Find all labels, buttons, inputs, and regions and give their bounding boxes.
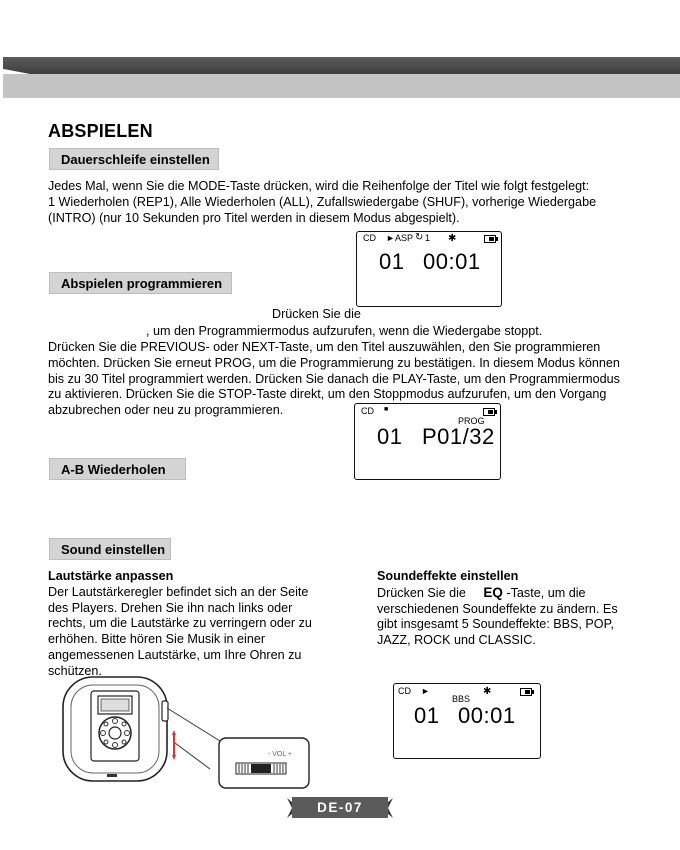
- lcd-repeat-mark: 1: [425, 233, 431, 243]
- lcd-indicators: ASP: [395, 233, 414, 243]
- program-line: Drücken Sie die: [272, 307, 361, 321]
- lcd-track: 01: [414, 703, 440, 728]
- lcd-source: CD: [361, 406, 374, 416]
- lcd-track: 01: [379, 249, 405, 274]
- lcd-prog-number: P01/32: [422, 424, 495, 449]
- effects-line: verschiedenen Soundeffekte zu ändern. Es: [377, 601, 618, 616]
- program-line: , um den Programmiermodus aufzurufen, wenn die Wiedergabe stoppt.: [146, 324, 543, 338]
- eq-key: EQ: [483, 584, 503, 600]
- repeat-line: 1 Wiederholen (REP1), Alle Wiederholen (ALL), Zufallswiedergabe (SHUF), vorherige Wiedergabe: [48, 194, 597, 209]
- program-line: Drücken Sie die PREVIOUS- oder NEXT-Taste, um den Titel auszuwählen, den Sie programmieren: [48, 340, 601, 354]
- page-number: DE-07: [292, 797, 388, 818]
- effects-block: [377, 569, 618, 649]
- page-title: ABSPIELEN: [48, 121, 153, 141]
- battery-icon: [484, 235, 496, 243]
- volume-line: des Players. Drehen Sie ihn nach links oder: [48, 600, 293, 615]
- bluetooth-icon: ✱: [483, 686, 492, 697]
- repeat-line: (INTRO) (nur 10 Sekunden pro Titel werden in diesem Modus abgespielt).: [48, 210, 460, 225]
- section-heading-sound: Sound einstellen: [49, 538, 171, 560]
- lcd-display-repeat: [356, 231, 502, 307]
- battery-icon: [483, 408, 495, 416]
- lcd-source: CD: [398, 686, 411, 696]
- volume-block: [48, 569, 312, 680]
- section-heading-repeat: Dauerschleife einstellen: [49, 148, 219, 170]
- player-illustration: [55, 675, 320, 793]
- repeat-text: [48, 179, 596, 226]
- lcd-prog-tag: PROG: [458, 416, 485, 426]
- volume-line: rechts, um die Lautstärke zu verringern oder zu: [48, 616, 312, 631]
- stop-icon: ■: [384, 406, 389, 413]
- volume-subheading: Lautstärke anpassen: [48, 569, 174, 583]
- effects-line: gibt insgesamt 5 Soundeffekte: BBS, POP,: [377, 617, 614, 632]
- lcd-display-program: [354, 403, 501, 480]
- lcd-display-effects: [393, 683, 541, 759]
- effects-line: JAZZ, ROCK und CLASSIC.: [377, 633, 536, 648]
- header-band-dark: [3, 57, 680, 74]
- play-icon: ►: [386, 233, 395, 243]
- effects-line1-pre: Drücken Sie die: [377, 585, 466, 600]
- program-line: bis zu 30 Titel programmiert werden. Drücken Sie danach die PLAY-Taste, um den Programmiermodus: [48, 371, 620, 386]
- volume-line: angemessenen Lautstärke, um Ihre Ohren zu: [48, 647, 302, 662]
- program-line: abzubrechen oder neu zu programmieren.: [48, 403, 284, 418]
- program-text: [48, 340, 620, 419]
- effects-line: [377, 585, 618, 602]
- vol-label: - VOL +: [267, 751, 293, 758]
- repeat-line: Jedes Mal, wenn Sie die MODE-Taste drücken, wird die Reihenfolge der Titel wie folgt festgelegt:: [48, 179, 590, 193]
- effects-line1-post: -Taste, um die: [506, 585, 586, 600]
- lcd-track: 01: [377, 424, 403, 449]
- volume-line: Der Lautstärkeregler befindet sich an der Seite: [48, 584, 309, 599]
- effects-subheading: Soundeffekte einstellen: [377, 569, 519, 583]
- battery-icon: [520, 688, 532, 696]
- section-heading-program: Abspielen programmieren: [49, 272, 232, 294]
- repeat-icon: ↻: [415, 232, 424, 243]
- header-band-light: [3, 74, 680, 98]
- section-heading-ab-repeat: A-B Wiederholen: [49, 458, 186, 480]
- bluetooth-icon: ✱: [448, 233, 457, 244]
- play-icon: ►: [421, 686, 430, 696]
- program-line: möchten. Drücken Sie erneut PROG, um die Programmierung zu bestätigen. In diesem Modus können: [48, 355, 620, 370]
- program-line: zu aktivieren. Drücken Sie die STOP-Taste direkt, um den Stoppmodus aufzurufen, um den Vorgang: [48, 387, 607, 402]
- lcd-eq: BBS: [452, 694, 471, 704]
- lcd-time: 00:01: [423, 249, 481, 274]
- lcd-time: 00:01: [458, 703, 516, 728]
- volume-line: schützen.: [48, 663, 102, 678]
- volume-line: erhöhen. Bitte hören Sie Musik in einer: [48, 632, 266, 647]
- lcd-source: CD: [363, 233, 376, 243]
